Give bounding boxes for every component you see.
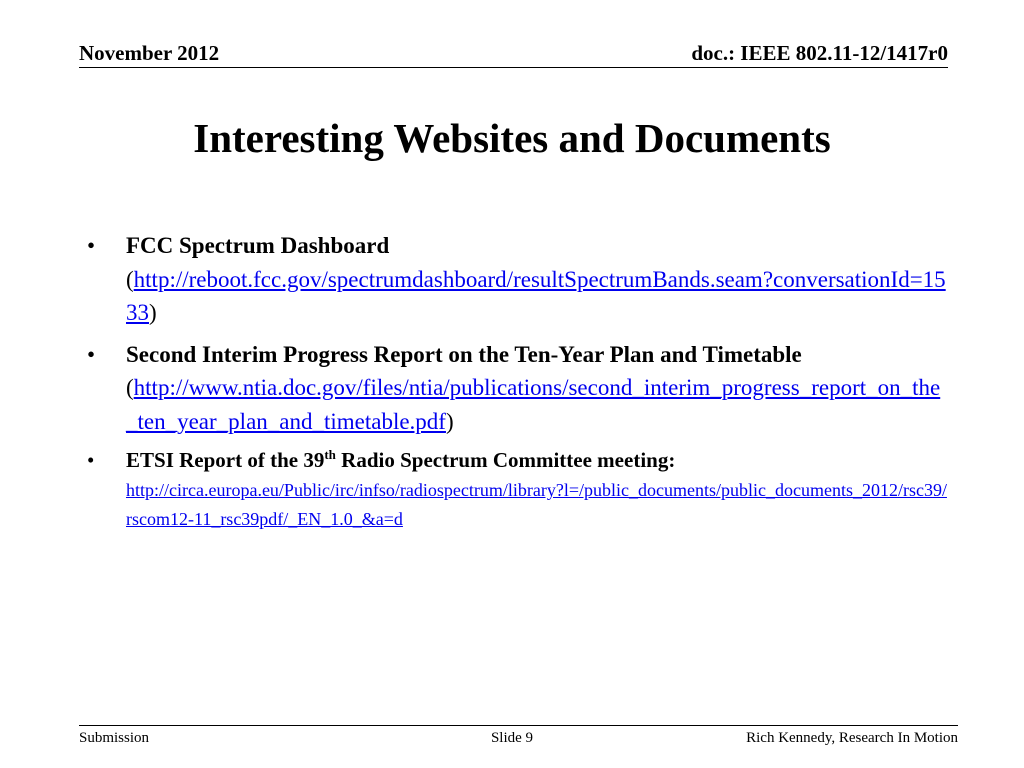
footer-slide-number: Slide 9 [490,730,534,746]
close-paren: ) [149,300,157,325]
bullet-label [126,448,675,472]
bullet-marker: • [87,233,96,258]
list-item [87,229,947,330]
label-superscript: th [324,447,336,462]
label-before: ETSI Report of the 39 [126,448,325,472]
footer-author: Rich Kennedy, Research In Motion [746,730,958,746]
footer-divider [79,725,958,726]
header-divider [79,67,948,68]
bullet-marker: • [87,341,96,367]
ntia-report-link[interactable]: http://www.ntia.doc.gov/files/ntia/publications/second_interim_progress_report_on_the_ten_year_plan_and_timetable.pdf [126,375,941,434]
header-doc-id: doc.: IEEE 802.11-12/1417r0 [691,41,948,65]
etsi-report-link[interactable]: http://circa.europa.eu/Public/irc/infso/radiospectrum/library?l=/public_documents/public_documents_2012/rsc39/rscom12-11_rsc39pdf/_EN_1.0_&a=d [126,480,947,529]
bullet-marker: • [87,448,95,472]
footer-submission: Submission [79,730,150,746]
bullet-label: FCC Spectrum Dashboard [126,233,390,258]
open-paren: ( [126,266,134,292]
label-after: Radio Spectrum Committee meeting: [335,448,676,472]
list-item [87,338,947,439]
list-item [87,446,947,533]
open-paren: ( [126,375,134,400]
fcc-dashboard-link[interactable]: http://reboot.fcc.gov/spectrumdashboard/resultSpectrumBands.seam?conversationId=1533 [126,266,946,325]
close-paren: ) [445,408,454,434]
header-date: November 2012 [79,41,220,65]
bullet-label: Second Interim Progress Report on the Ten-Year Plan and Timetable [126,341,802,367]
bullet-list [87,229,947,533]
slide-title: Interesting Websites and Documents [193,115,831,161]
